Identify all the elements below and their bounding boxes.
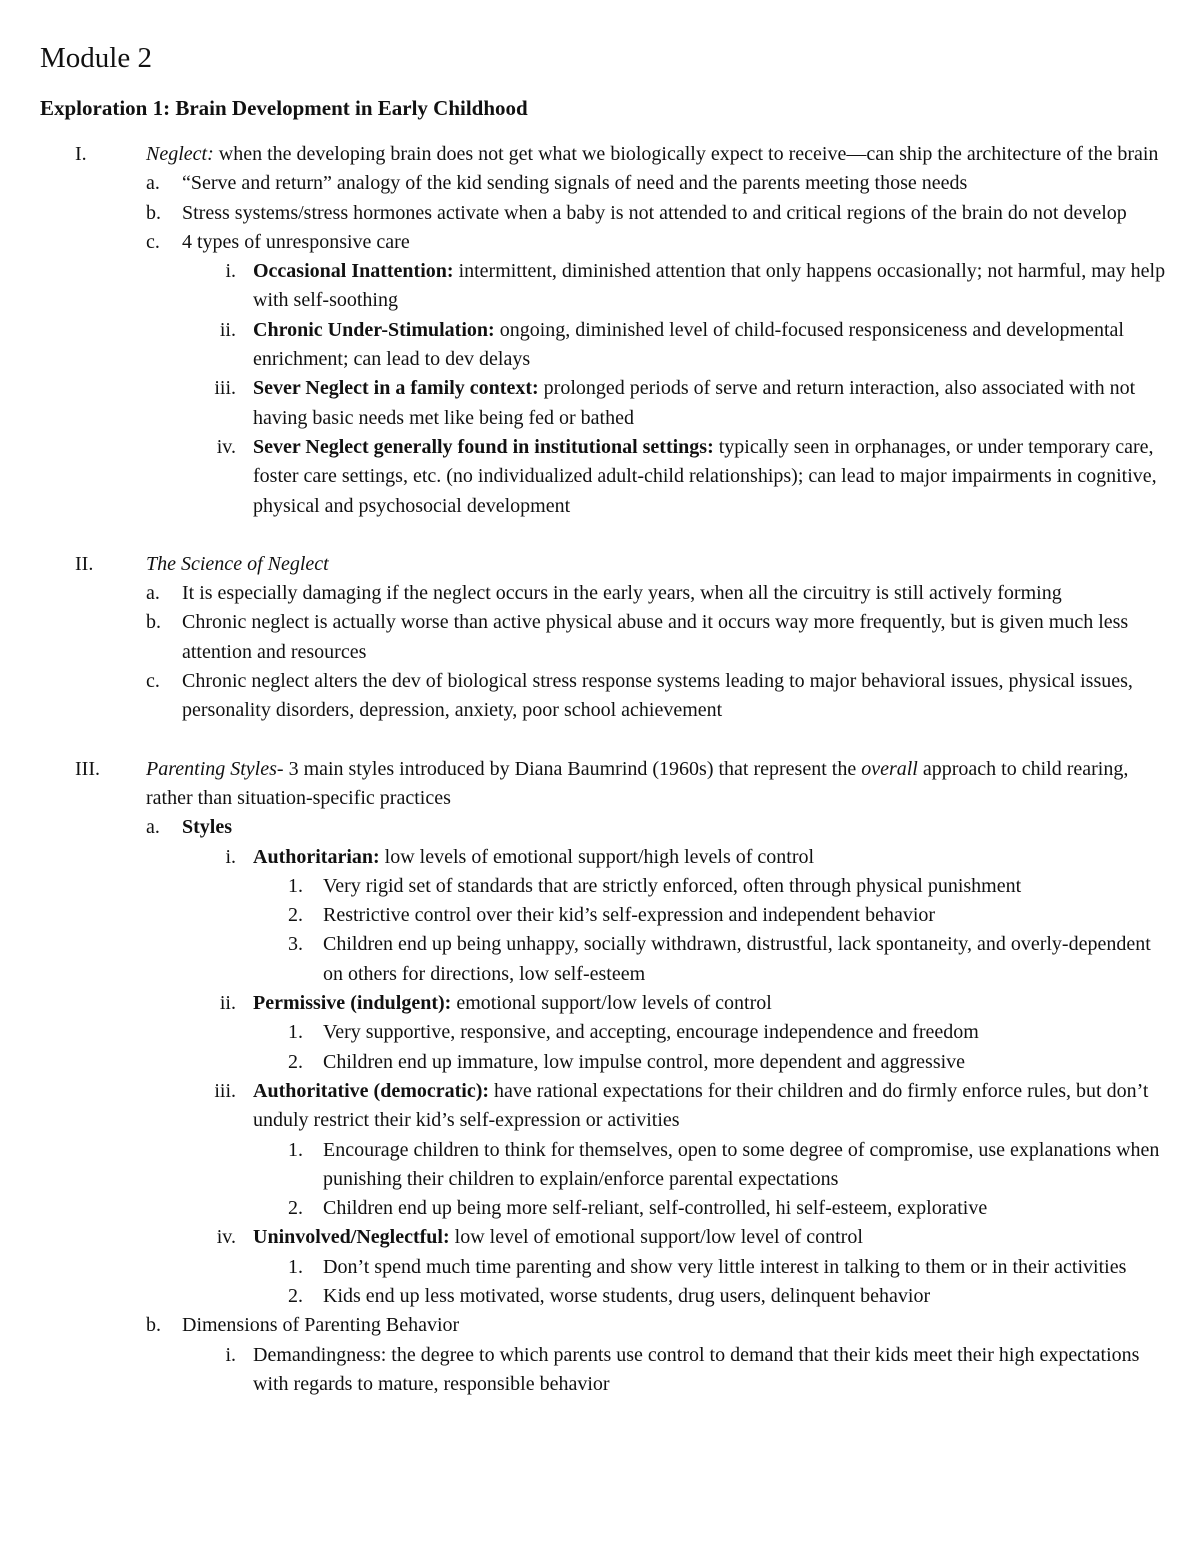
- item-text: [253, 433, 1168, 521]
- description: low level of emotional support/low level of control: [449, 1226, 863, 1249]
- list-marker: 1.: [288, 1021, 303, 1044]
- outline-item-III-a-iii-2: [0, 1194, 1200, 1223]
- item-text: Children end up being unhappy, socially withdrawn, distrustful, lack spontaneity, and overly-dependent on others for directions, low self-esteem: [323, 933, 1151, 985]
- item-text: [146, 550, 1166, 579]
- outline-item-III-a: [0, 813, 1200, 842]
- term: Styles: [182, 816, 232, 839]
- outline-item-II: [0, 550, 1200, 579]
- outline-item-I-c-ii: [0, 316, 1200, 375]
- term: Permissive (indulgent):: [253, 992, 452, 1015]
- list-marker: 2.: [288, 904, 303, 927]
- description: approach to child rearing, rather than situation-specific practices: [146, 757, 1129, 809]
- outline-item-III: [0, 755, 1200, 814]
- list-marker: b.: [146, 201, 161, 224]
- outline-item-III-a-ii: [0, 989, 1200, 1018]
- outline-item-I-c-iv: [0, 433, 1200, 521]
- outline-item-III-a-iv: [0, 1223, 1200, 1252]
- outline-item-II-b: [0, 608, 1200, 667]
- list-marker: ii.: [219, 318, 236, 341]
- outline-item-III-b-i: [0, 1341, 1200, 1400]
- list-marker: 2.: [288, 1284, 303, 1307]
- outline-item-III-a-i-3: [0, 930, 1200, 989]
- item-text: [253, 989, 1168, 1018]
- list-marker: 1.: [288, 1255, 303, 1278]
- emphasis: overall: [861, 757, 918, 780]
- outline-item-I-c-i: [0, 257, 1200, 316]
- term: Neglect:: [146, 143, 214, 165]
- item-text: 4 types of unresponsive care: [182, 230, 410, 253]
- term: The Science of Neglect: [146, 552, 329, 575]
- item-text: Children end up being more self-reliant, self-controlled, hi self-esteem, explorative: [323, 1197, 988, 1220]
- description: prolonged periods of serve and return interaction, also associated with not having basic needs met like being fed or bathed: [253, 377, 1136, 429]
- list-marker: b.: [146, 611, 161, 634]
- outline-item-III-a-ii-2: [0, 1048, 1200, 1077]
- term: Parenting Styles: [146, 757, 277, 780]
- item-text: Kids end up less motivated, worse students, drug users, delinquent behavior: [323, 1284, 931, 1307]
- term: Authoritative (democratic):: [253, 1079, 490, 1102]
- list-marker: III.: [75, 757, 100, 780]
- outline-item-III-a-i: [0, 843, 1200, 872]
- list-marker: iii.: [214, 377, 236, 400]
- item-text: [253, 1223, 1168, 1252]
- description: emotional support/low levels of control: [451, 992, 772, 1015]
- description: low levels of emotional support/high levels of control: [379, 845, 815, 868]
- outline: [0, 140, 1200, 1399]
- section-spacer: [0, 726, 1200, 755]
- page-title: Module 2: [40, 42, 152, 74]
- exploration-heading: Exploration 1: Brain Development in Early Childhood: [40, 96, 528, 120]
- list-marker: 1.: [288, 1138, 303, 1161]
- description: when the developing brain does not get what we biologically expect to receive—can ship the architecture of the brain: [213, 143, 1159, 165]
- outline-item-III-a-iv-1: [0, 1253, 1200, 1282]
- outline-item-I-c-iii: [0, 374, 1200, 433]
- item-text: Chronic neglect is actually worse than active physical abuse and it occurs way more frequently, but is given much less attention and resources: [182, 611, 1129, 663]
- list-marker: a.: [146, 816, 160, 839]
- item-text: Very supportive, responsive, and accepting, encourage independence and freedom: [323, 1021, 979, 1044]
- outline-item-III-a-i-1: [0, 872, 1200, 901]
- item-text: Chronic neglect alters the dev of biological stress response systems leading to major behavioral issues, physical issues, personality disorders, depression, anxiety, poor school achievement: [182, 670, 1133, 722]
- list-marker: 1.: [288, 874, 303, 897]
- list-marker: a.: [146, 582, 160, 605]
- list-marker: 2.: [288, 1197, 303, 1220]
- list-marker: c.: [146, 230, 160, 253]
- term: Chronic Under-Stimulation:: [253, 318, 495, 341]
- description: have rational expectations for their children and do firmly enforce rules, but don’t unduly restrict their kid’s self-expression or activities: [253, 1079, 1149, 1132]
- item-text: [253, 843, 1168, 872]
- list-marker: i.: [225, 260, 236, 283]
- outline-item-I: [0, 140, 1200, 169]
- term: Uninvolved/Neglectful:: [253, 1226, 450, 1249]
- term: Authoritarian:: [253, 845, 380, 868]
- item-text: Encourage children to think for themselves, open to some degree of compromise, use explanations when punishing their children to explain/enforce parental expectations: [323, 1138, 1160, 1190]
- item-text: Stress systems/stress hormones activate when a baby is not attended to and critical regions of the brain do not develop: [182, 201, 1127, 224]
- outline-item-II-c: [0, 667, 1200, 726]
- outline-item-III-b: [0, 1311, 1200, 1340]
- description: typically seen in orphanages, or under temporary care, foster care settings, etc. (no individualized adult-child relationships); can lead to major impairments in cognitive, physical and psychosocial development: [253, 435, 1157, 517]
- list-marker: c.: [146, 670, 160, 693]
- term: Occasional Inattention:: [253, 260, 454, 283]
- list-marker: i.: [225, 845, 236, 868]
- list-marker: b.: [146, 1314, 161, 1337]
- description: - 3 main styles introduced by Diana Baumrind (1960s) that represent the: [276, 757, 862, 780]
- item-text: It is especially damaging if the neglect occurs in the early years, when all the circuitry is still actively forming: [182, 582, 1062, 605]
- item-text: [182, 813, 1166, 842]
- outline-item-I-c: [0, 228, 1200, 257]
- outline-item-I-b: [0, 199, 1200, 228]
- outline-item-II-a: [0, 579, 1200, 608]
- outline-item-III-a-iii: [0, 1077, 1200, 1136]
- item-text: [146, 140, 1166, 169]
- term: Sever Neglect in a family context:: [253, 377, 539, 400]
- outline-item-III-a-i-2: [0, 901, 1200, 930]
- list-marker: 3.: [288, 933, 303, 956]
- item-text: Very rigid set of standards that are strictly enforced, often through physical punishment: [323, 874, 1022, 897]
- list-marker: iv.: [216, 435, 236, 458]
- item-text: “Serve and return” analogy of the kid sending signals of need and the parents meeting those needs: [182, 172, 968, 195]
- list-marker: I.: [75, 143, 87, 165]
- item-text: Demandingness: the degree to which parents use control to demand that their kids meet their high expectations with regards to mature, responsible behavior: [253, 1343, 1140, 1395]
- item-text: Don’t spend much time parenting and show very little interest in talking to them or in their activities: [323, 1255, 1127, 1278]
- outline-item-I-a: [0, 169, 1200, 198]
- outline-item-III-a-iv-2: [0, 1282, 1200, 1311]
- list-marker: i.: [225, 1343, 236, 1366]
- item-text: Children end up immature, low impulse control, more dependent and aggressive: [323, 1050, 966, 1073]
- item-text: Restrictive control over their kid’s self-expression and independent behavior: [323, 904, 936, 927]
- item-text: Dimensions of Parenting Behavior: [182, 1314, 460, 1337]
- item-text: [146, 755, 1166, 814]
- item-text: [253, 257, 1168, 316]
- item-text: [253, 374, 1168, 433]
- list-marker: ii.: [219, 992, 236, 1015]
- term: Sever Neglect generally found in institutional settings:: [253, 435, 714, 458]
- list-marker: II.: [75, 552, 94, 575]
- item-text: [253, 316, 1168, 375]
- outline-item-III-a-ii-1: [0, 1018, 1200, 1047]
- list-marker: iii.: [214, 1079, 236, 1102]
- description: intermittent, diminished attention that only happens occasionally; not harmful, may help with self-soothing: [253, 260, 1166, 312]
- outline-item-III-a-iii-1: [0, 1136, 1200, 1195]
- item-text: [253, 1077, 1168, 1136]
- description: ongoing, diminished level of child-focused responsiceness and developmental enrichment; can lead to dev delays: [253, 318, 1124, 371]
- list-marker: a.: [146, 172, 160, 195]
- section-spacer: [0, 521, 1200, 550]
- list-marker: 2.: [288, 1050, 303, 1073]
- list-marker: iv.: [216, 1226, 236, 1249]
